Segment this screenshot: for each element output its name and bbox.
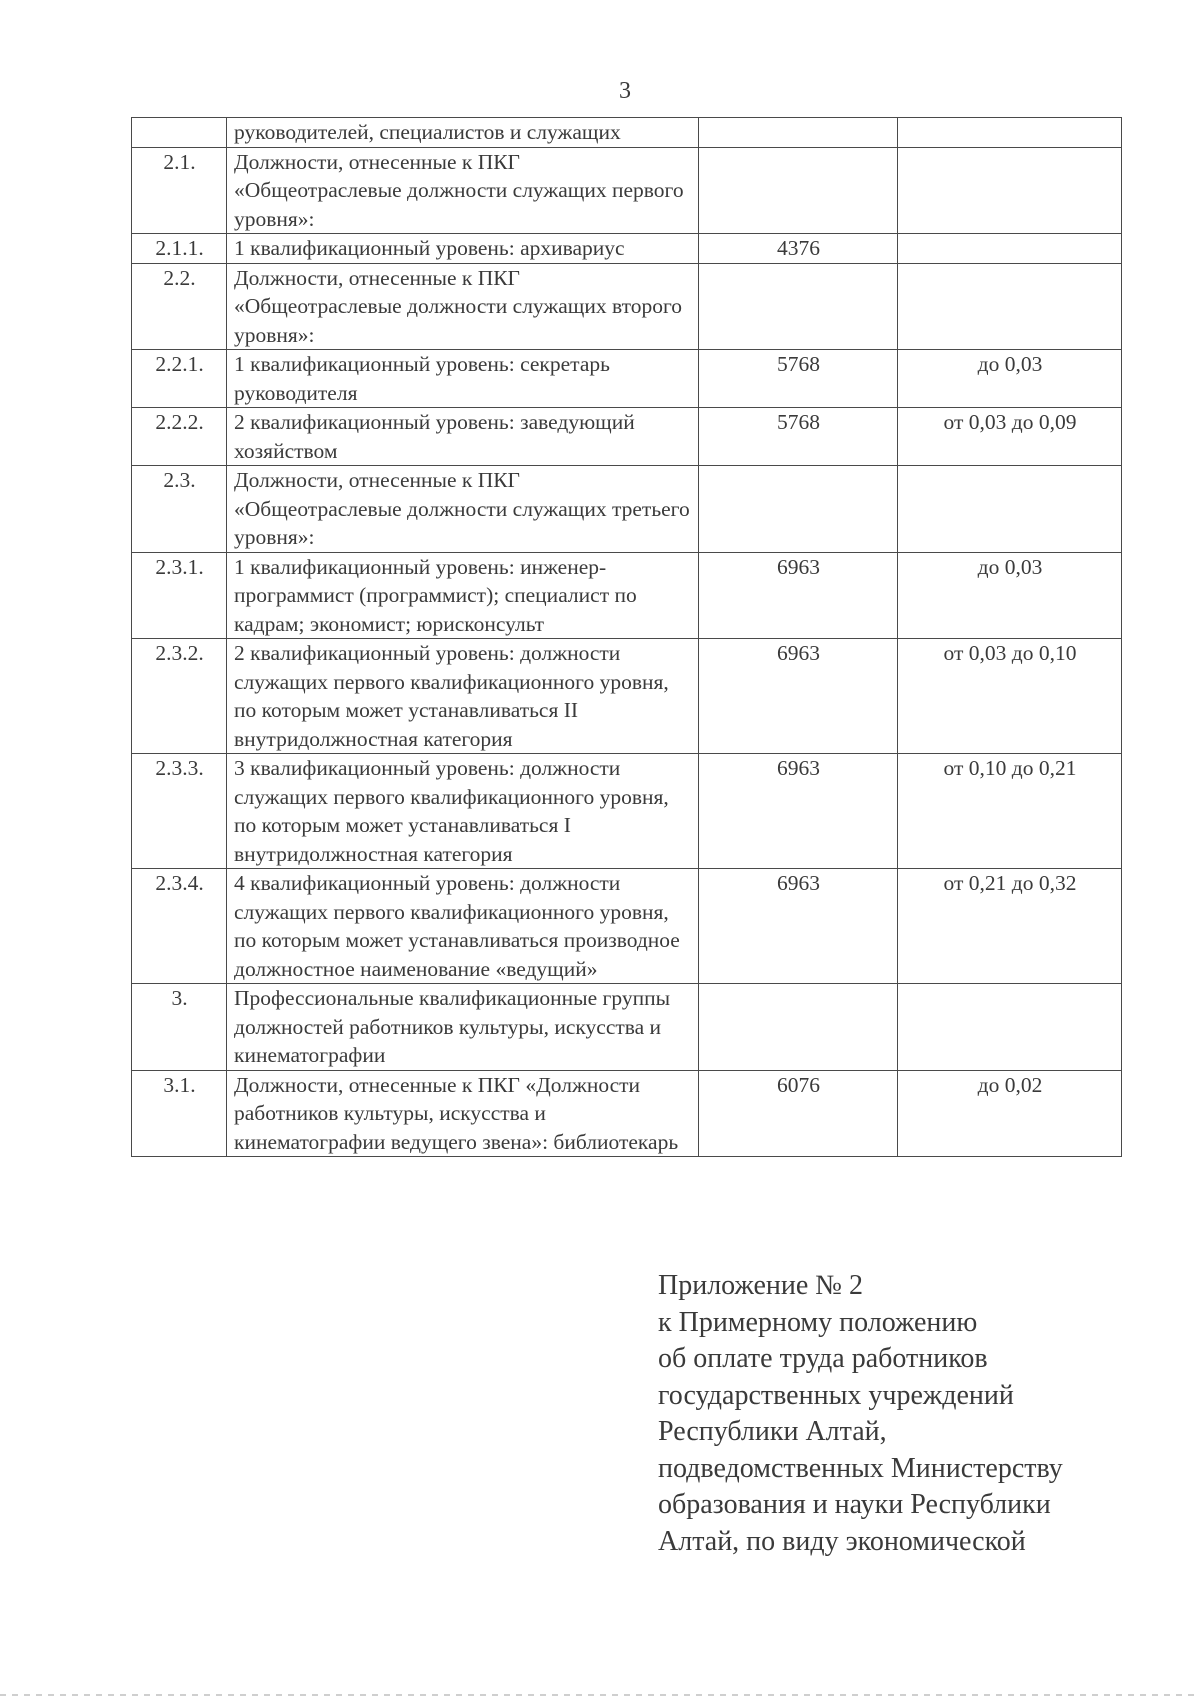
base-salary-cell: 6963 xyxy=(699,869,898,984)
base-salary-cell: 6963 xyxy=(699,754,898,869)
table-row xyxy=(132,639,1122,754)
appendix-line: Республики Алтай, xyxy=(658,1416,887,1447)
base-salary-cell: 4376 xyxy=(699,234,898,264)
position-name-cell: 1 квалификационный уровень: секретарь руководителя xyxy=(227,350,699,408)
base-salary-cell xyxy=(699,263,898,350)
base-salary-cell: 5768 xyxy=(699,408,898,466)
base-salary-cell xyxy=(699,984,898,1071)
salary-table-body xyxy=(132,118,1122,1157)
coefficient-cell xyxy=(898,147,1122,234)
base-salary-cell xyxy=(699,466,898,553)
position-name-cell: Профессиональные квалификационные группы должностей работников культуры, искусства и кинематографии xyxy=(227,984,699,1071)
table-row xyxy=(132,1070,1122,1157)
row-number-cell: 2.2. xyxy=(132,263,227,350)
position-name-cell: Должности, отнесенные к ПКГ «Общеотраслевые должности служащих третьего уровня»: xyxy=(227,466,699,553)
position-name-cell: Должности, отнесенные к ПКГ «Общеотраслевые должности служащих второго уровня»: xyxy=(227,263,699,350)
coefficient-cell: от 0,21 до 0,32 xyxy=(898,869,1122,984)
coefficient-cell xyxy=(898,263,1122,350)
coefficient-cell xyxy=(898,466,1122,553)
table-row xyxy=(132,350,1122,408)
salary-table xyxy=(131,117,1122,1157)
position-name-cell: 2 квалификационный уровень: должности служащих первого квалификационного уровня, по которым может устанавливаться II внутридолжностная категория xyxy=(227,639,699,754)
base-salary-cell: 6076 xyxy=(699,1070,898,1157)
coefficient-cell: от 0,03 до 0,10 xyxy=(898,639,1122,754)
table-row xyxy=(132,234,1122,264)
position-name-cell: 3 квалификационный уровень: должности служащих первого квалификационного уровня, по которым может устанавливаться I внутридолжностная категория xyxy=(227,754,699,869)
position-name-cell: руководителей, специалистов и служащих xyxy=(227,118,699,148)
table-row xyxy=(132,466,1122,553)
base-salary-cell: 5768 xyxy=(699,350,898,408)
row-number-cell: 3.1. xyxy=(132,1070,227,1157)
coefficient-cell xyxy=(898,984,1122,1071)
row-number-cell: 2.3.4. xyxy=(132,869,227,984)
table-row xyxy=(132,754,1122,869)
table-row xyxy=(132,118,1122,148)
appendix-line: Алтай, по виду экономической xyxy=(658,1525,1026,1557)
position-name-cell: 4 квалификационный уровень: должности служащих первого квалификационного уровня, по которым может устанавливаться производное должностное наименование «ведущий» xyxy=(227,869,699,984)
coefficient-cell: до 0,03 xyxy=(898,552,1122,639)
position-name-cell: 1 квалификационный уровень: инженер-программист (программист); специалист по кадрам; экономист; юрисконсульт xyxy=(227,552,699,639)
base-salary-cell: 6963 xyxy=(699,552,898,639)
table-row xyxy=(132,984,1122,1071)
coefficient-cell: от 0,03 до 0,09 xyxy=(898,408,1122,466)
base-salary-cell: 6963 xyxy=(699,639,898,754)
appendix-line: Приложение № 2 xyxy=(658,1270,863,1301)
coefficient-cell: до 0,02 xyxy=(898,1070,1122,1157)
coefficient-cell: от 0,10 до 0,21 xyxy=(898,754,1122,869)
appendix-line: государственных учреждений xyxy=(658,1379,1014,1411)
coefficient-cell xyxy=(898,234,1122,264)
appendix-line: подведомственных Министерству xyxy=(658,1452,1063,1484)
position-name-cell: Должности, отнесенные к ПКГ «Общеотраслевые должности служащих первого уровня»: xyxy=(227,147,699,234)
row-number-cell: 2.3.1. xyxy=(132,552,227,639)
appendix-line: об оплате труда работников xyxy=(658,1343,988,1374)
position-name-cell: 2 квалификационный уровень: заведующий хозяйством xyxy=(227,408,699,466)
row-number-cell: 2.3.3. xyxy=(132,754,227,869)
appendix-line: к Примерному положению xyxy=(658,1306,978,1338)
table-row xyxy=(132,869,1122,984)
row-number-cell: 2.2.1. xyxy=(132,350,227,408)
base-salary-cell xyxy=(699,147,898,234)
position-name-cell: Должности, отнесенные к ПКГ «Должности работников культуры, искусства и кинематографии ведущего звена»: библиотекарь xyxy=(227,1070,699,1157)
row-number-cell: 2.1. xyxy=(132,147,227,234)
coefficient-cell xyxy=(898,118,1122,148)
base-salary-cell xyxy=(699,118,898,148)
scan-edge-divider xyxy=(0,1694,1200,1696)
position-name-cell: 1 квалификационный уровень: архивариус xyxy=(227,234,699,264)
row-number-cell: 2.3. xyxy=(132,466,227,553)
coefficient-cell: до 0,03 xyxy=(898,350,1122,408)
table-row xyxy=(132,408,1122,466)
table-row xyxy=(132,263,1122,350)
table-row xyxy=(132,552,1122,639)
row-number-cell: 2.1.1. xyxy=(132,234,227,264)
row-number-cell: 2.3.2. xyxy=(132,639,227,754)
row-number-cell: 3. xyxy=(132,984,227,1071)
table-row xyxy=(132,147,1122,234)
row-number-cell: 2.2.2. xyxy=(132,408,227,466)
page-number: 3 xyxy=(619,78,631,104)
appendix-line: образования и науки Республики xyxy=(658,1489,1051,1520)
row-number-cell xyxy=(132,118,227,148)
appendix-heading xyxy=(658,1268,1198,1560)
